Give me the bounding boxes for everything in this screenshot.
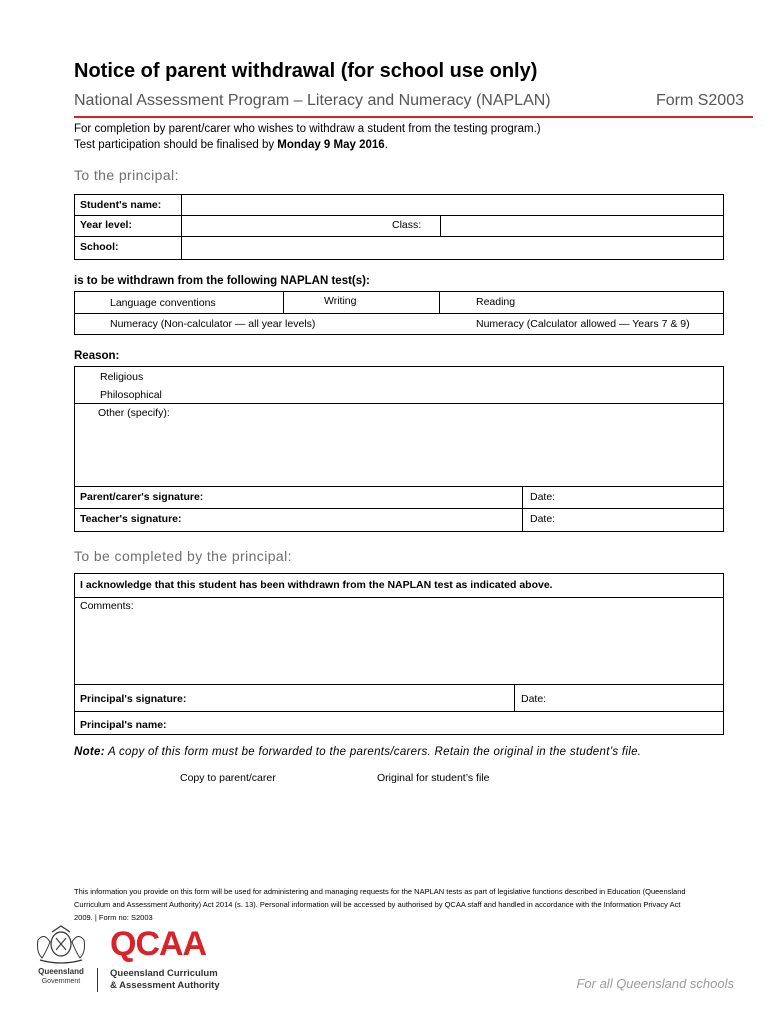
parent-date-field[interactable]	[560, 488, 722, 506]
copy-parent-label: Copy to parent/carer	[180, 772, 276, 784]
year-level-field[interactable]	[183, 217, 383, 235]
test-option-reading[interactable]: Reading	[476, 296, 516, 308]
parent-date-label: Date:	[530, 491, 556, 503]
page-title: Notice of parent withdrawal (for school use only)	[74, 60, 538, 82]
reason-philosophical[interactable]: Philosophical	[100, 389, 162, 401]
reason-other-label: Other (specify):	[98, 407, 170, 419]
acknowledge-statement: I acknowledge that this student has been withdrawn from the NAPLAN test as indicated above.	[80, 579, 553, 591]
year-level-label: Year level:	[80, 219, 132, 231]
form-number: Form S2003	[655, 92, 744, 109]
original-file-label: Original for student’s file	[377, 772, 490, 784]
tests-heading: is to be withdrawn from the following NAPLAN test(s):	[74, 275, 370, 287]
test-option-writing[interactable]: Writing	[324, 295, 357, 307]
principal-signature-label: Principal's signature:	[80, 693, 187, 705]
reason-religious[interactable]: Religious	[100, 371, 144, 383]
teacher-signature-field[interactable]	[230, 510, 520, 530]
comments-label: Comments:	[80, 600, 134, 612]
class-label: Class:	[392, 219, 422, 231]
crest-icon	[30, 922, 92, 988]
qcaa-logo: QCAA	[110, 925, 207, 963]
note-text: Note: A copy of this form must be forwarded to the parents/carers. Retain the original in the student’s file.	[74, 746, 642, 758]
test-option-numeracy-calculator[interactable]: Numeracy (Calculator allowed — Years 7 & 9)	[476, 318, 690, 330]
intro-text	[74, 121, 541, 153]
reason-heading: Reason:	[74, 350, 120, 362]
gov-name-line-1: Queensland	[38, 967, 84, 976]
parent-signature-field[interactable]	[230, 488, 520, 506]
principal-name-label: Principal's name:	[80, 719, 167, 731]
intro-line-1: For completion by parent/carer who wishes to withdraw a student from the testing program.)	[74, 123, 541, 135]
student-name-label: Student's name:	[80, 199, 162, 211]
school-label: School:	[80, 241, 119, 253]
header-divider	[74, 116, 753, 118]
test-option-numeracy-non-calculator[interactable]: Numeracy (Non-calculator — all year levels)	[110, 318, 316, 330]
principal-name-field[interactable]	[190, 713, 722, 733]
privacy-notice: This information you provide on this form will be used for administering and managing requests for the NAPLAN tests as part of legislative functions described in Education (Queensland Curriculum and Assessment Authority) Act 2014 (s. 13). Personal information will be accessed by authorised by QCAA staff and handled in accordance with the Information Privacy Act 2009. | Form no: S2003	[74, 887, 686, 922]
teacher-date-label: Date:	[530, 513, 556, 525]
test-option-language-conventions[interactable]: Language conventions	[110, 297, 216, 309]
reason-other-field[interactable]	[76, 422, 722, 484]
school-field[interactable]	[183, 238, 722, 258]
note-label: Note:	[74, 746, 105, 758]
gov-name-line-2: Government	[41, 978, 81, 985]
section-heading-principal: To the principal:	[74, 167, 179, 183]
logo-divider	[97, 968, 98, 992]
queensland-government-logo	[30, 922, 92, 993]
intro-deadline: Monday 9 May 2016	[277, 139, 385, 151]
student-name-field[interactable]	[183, 196, 722, 214]
teacher-date-field[interactable]	[560, 510, 722, 530]
form-subtitle: National Assessment Program – Literacy and Numeracy (NAPLAN)	[74, 92, 551, 109]
principal-date-field[interactable]	[552, 686, 722, 709]
qcaa-name: Queensland Curriculum & Assessment Authority	[110, 968, 220, 991]
comments-field[interactable]	[76, 614, 722, 682]
intro-line-2: Test participation should be finalised by Monday 9 May 2016.	[74, 139, 388, 151]
section-heading-completed: To be completed by the principal:	[74, 548, 292, 564]
principal-date-label: Date:	[521, 693, 547, 705]
principal-signature-field[interactable]	[210, 686, 512, 709]
teacher-signature-label: Teacher's signature:	[80, 513, 182, 525]
class-field[interactable]	[442, 217, 722, 235]
parent-signature-label: Parent/carer's signature:	[80, 491, 204, 503]
tagline: For all Queensland schools	[576, 976, 734, 991]
